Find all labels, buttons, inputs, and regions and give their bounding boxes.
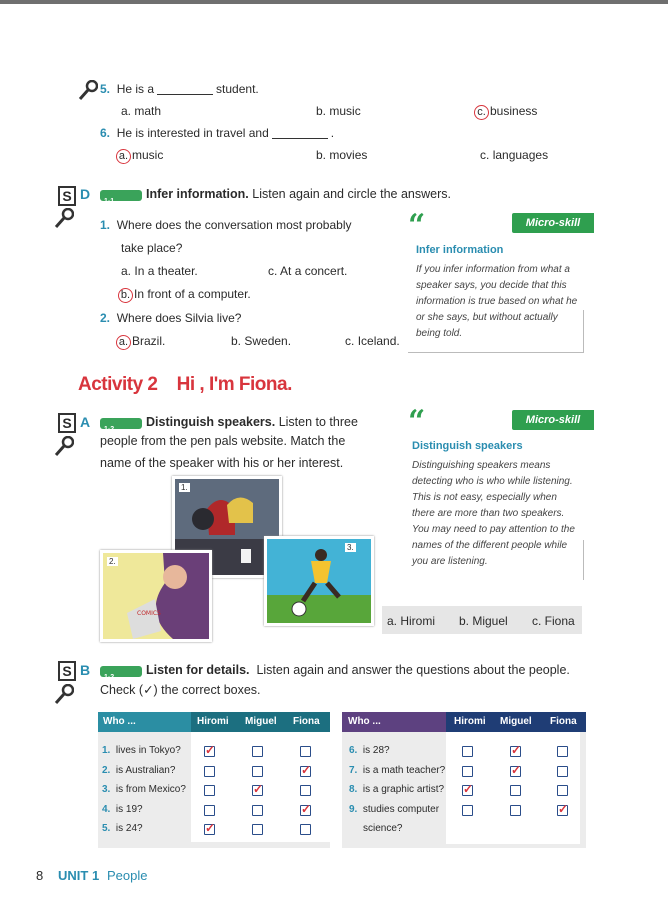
answer-circle: b. <box>118 288 133 303</box>
reader-illustration <box>103 553 209 639</box>
d-q2-option-c[interactable]: c. Iceland. <box>345 334 400 348</box>
key-icon <box>54 208 74 230</box>
micro-skill-body: If you infer information from what a speaker says, you decide that this information is true based on what he or she says, but without actually being told. <box>416 264 578 339</box>
question-5: 5. He is a student. <box>100 82 259 96</box>
d-question-2: 2. Where does Silvia live? <box>100 311 242 325</box>
checklist-row-label: 1. lives in Tokyo? <box>102 745 181 756</box>
question-6: 6. He is interested in travel and . <box>100 126 335 140</box>
d-q1-option-a[interactable]: a. In a theater. <box>121 264 198 278</box>
part-a-instruction-line3: name of the speaker with his or her interest. <box>100 456 344 470</box>
part-d-instruction: Infer information. Listen again and circle the answers. <box>146 187 451 201</box>
d-question-1: 1. Where does the conversation most probably <box>100 218 352 232</box>
photo-label: 1. <box>181 483 188 492</box>
checklist-row-label-continued: science? <box>363 823 403 834</box>
check-mark-icon: ✓ <box>301 801 312 816</box>
key-icon <box>54 684 74 706</box>
check-mark-icon: ✓ <box>511 743 522 757</box>
audio-track-button[interactable]: 1-1 <box>100 190 142 201</box>
micro-skill-tag: Micro-skill <box>512 213 594 233</box>
checkbox[interactable] <box>300 785 311 796</box>
checked-box[interactable] <box>510 743 522 757</box>
checked-box[interactable] <box>204 821 216 835</box>
check-mark-icon: ✓ <box>558 801 569 816</box>
checked-box[interactable] <box>462 782 474 796</box>
d-q1-option-c[interactable]: c. At a concert. <box>268 264 348 278</box>
header-fiona: Fiona <box>550 716 577 727</box>
key-icon <box>78 80 98 102</box>
speaker-name-hiromi: a. Hiromi <box>387 614 436 628</box>
speaker-name-fiona: c. Fiona <box>532 614 575 628</box>
micro-skill-title: Distinguish speakers <box>412 440 523 452</box>
checkbox[interactable] <box>510 805 521 816</box>
checklist-row-label: 6. is 28? <box>349 745 390 756</box>
key-icon <box>54 436 74 458</box>
answer-circle: a. <box>116 335 131 350</box>
check-mark-icon: ✓ <box>253 782 264 796</box>
photo-label: 3. <box>347 543 354 552</box>
micro-divider <box>408 352 584 353</box>
footer-topic: People <box>107 868 148 883</box>
checkbox[interactable] <box>557 785 568 796</box>
checklist-row-label: 8. is a graphic artist? <box>349 784 445 795</box>
photo-3-soccer <box>264 536 374 626</box>
header-hiromi: Hiromi <box>454 716 486 727</box>
checkbox[interactable] <box>462 766 473 777</box>
photo-2-comics <box>100 550 212 642</box>
part-a-instruction-line1: Distinguish speakers. Listen to three <box>146 415 358 429</box>
checked-box[interactable] <box>300 801 312 816</box>
checkbox[interactable] <box>204 805 215 816</box>
q5-option-a[interactable]: a. math <box>121 104 162 118</box>
checklist-left-names-header <box>191 712 330 732</box>
checklist-right-names-header <box>446 712 586 732</box>
part-a-instruction-line2: people from the pen pals website. Match the <box>100 434 346 448</box>
comic-label: COMICS <box>137 610 161 617</box>
checkbox[interactable] <box>252 805 263 816</box>
check-mark-icon: ✓ <box>463 782 474 796</box>
audio-track-button[interactable]: 1-2 <box>100 666 142 677</box>
section-letter-a: A <box>80 414 91 430</box>
top-edge-bar <box>0 0 668 4</box>
checked-box[interactable] <box>510 762 522 777</box>
speaking-s-badge: S <box>58 661 76 681</box>
checkbox[interactable] <box>204 785 215 796</box>
micro-divider <box>583 540 584 580</box>
checkbox[interactable] <box>204 766 215 777</box>
checklist-row-label: 4. is 19? <box>102 803 143 815</box>
checked-box[interactable] <box>252 782 264 796</box>
part-b-instruction-line2: Check (✓) the correct boxes. <box>100 683 261 697</box>
checked-box[interactable] <box>204 743 216 757</box>
header-miguel: Miguel <box>500 716 532 727</box>
check-mark-icon: ✓ <box>301 762 312 777</box>
checkbox[interactable] <box>462 746 473 757</box>
part-b-instruction: Listen for details. Listen again and answer the questions about the people. <box>146 663 570 677</box>
q6-option-b[interactable]: b. movies <box>316 148 368 162</box>
answer-circle: a. <box>116 149 131 164</box>
page-number: 8 <box>36 868 44 883</box>
q5-option-c[interactable]: c. business <box>474 104 537 120</box>
section-letter-b: B <box>80 662 91 678</box>
q6-option-c[interactable]: c. languages <box>480 148 549 162</box>
checklist-row-label: 3. is from Mexico? <box>102 784 186 795</box>
audio-track-button[interactable]: 1-2 <box>100 418 142 429</box>
checkbox[interactable] <box>252 824 263 835</box>
micro-skill-tag: Micro-skill <box>512 410 594 430</box>
micro-skill-body: Distinguishing speakers means detecting who is who while listening. This is not easy, especially when there are more than two speakers. You may need to pay attention to the names of the different people while you are listening. <box>412 460 575 567</box>
checkbox[interactable] <box>300 746 311 757</box>
header-hiromi: Hiromi <box>197 716 229 727</box>
q6-option-a[interactable]: a. music <box>116 148 163 164</box>
speaker-name-miguel: b. Miguel <box>459 614 508 628</box>
header-fiona: Fiona <box>293 716 320 727</box>
checkbox[interactable] <box>557 766 568 777</box>
checkbox[interactable] <box>462 805 473 816</box>
check-mark-icon: ✓ <box>205 743 216 757</box>
activity-heading: Activity 2 Hi , I'm Fiona. <box>78 374 292 395</box>
checked-box[interactable] <box>557 801 569 816</box>
checklist-right-who-header: Who ... <box>342 712 452 732</box>
section-letter-d: D <box>80 186 91 202</box>
checklist-row-label: 2. is Australian? <box>102 764 176 776</box>
d-question-1-line2: take place? <box>121 241 183 255</box>
checkbox[interactable] <box>252 746 263 757</box>
q5-option-b[interactable]: b. music <box>316 104 361 118</box>
footer-unit: UNIT 1 <box>58 868 100 883</box>
checked-box[interactable] <box>300 762 312 777</box>
quote-mark: “ <box>408 404 426 439</box>
micro-divider <box>583 310 584 353</box>
checkbox[interactable] <box>252 766 263 777</box>
d-q1-option-b[interactable]: b. In front of a computer. <box>118 287 251 303</box>
header-miguel: Miguel <box>245 716 277 727</box>
check-mark-icon: ✓ <box>511 762 522 777</box>
photo-label: 2. <box>109 557 116 566</box>
checklist-left-who-header: Who ... <box>98 712 199 732</box>
checklist-row-label: 7. is a math teacher? <box>349 764 446 776</box>
answer-circle: c. <box>474 105 489 120</box>
checkbox[interactable] <box>510 785 521 796</box>
speaking-s-badge: S <box>58 186 76 206</box>
quote-mark: “ <box>408 208 426 243</box>
d-q2-option-a[interactable]: a. Brazil. <box>116 334 165 350</box>
micro-skill-title: Infer information <box>416 244 504 256</box>
checkbox[interactable] <box>557 746 568 757</box>
check-mark-icon: ✓ <box>205 821 216 835</box>
checkbox[interactable] <box>300 824 311 835</box>
speaking-s-badge: S <box>58 413 76 433</box>
checklist-row-label: 5. is 24? <box>102 823 143 834</box>
checklist-row-label: 9. studies computer <box>349 803 440 815</box>
d-q2-option-b[interactable]: b. Sweden. <box>231 334 292 348</box>
